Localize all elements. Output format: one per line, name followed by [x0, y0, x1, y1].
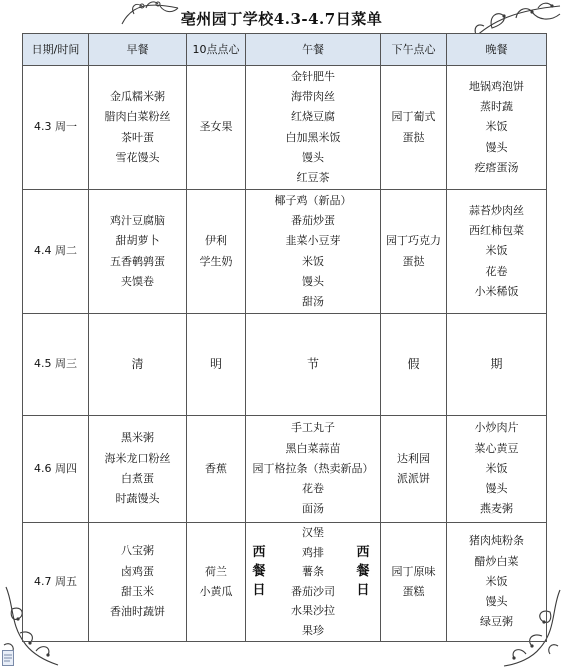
holiday-cell: 期	[447, 314, 547, 416]
menu-item: 地锅鸡泡饼	[469, 79, 524, 93]
column-header: 晚餐	[447, 34, 547, 66]
table-row	[23, 523, 547, 642]
holiday-cell: 明	[187, 314, 246, 416]
menu-item: 花卷	[302, 482, 324, 496]
menu-item: 米饭	[485, 574, 508, 588]
menu-item: 手工丸子	[291, 421, 335, 435]
menu-item: 甜胡萝卜	[115, 234, 160, 248]
menu-item: 菜心黄豆	[474, 441, 519, 455]
menu-item: 小米稀饭	[474, 284, 519, 298]
breakfast-cell	[89, 66, 187, 190]
menu-item: 荷兰	[205, 564, 227, 578]
snack10-cell	[187, 190, 246, 314]
menu-item: 番茄炒蛋	[291, 213, 335, 227]
menu-item: 米饭	[485, 120, 508, 134]
menu-item: 蛋挞	[402, 254, 425, 268]
menu-item: 鸡汁豆腐脑	[110, 213, 165, 227]
dinner-cell	[447, 523, 547, 642]
menu-item: 小炒肉片	[474, 421, 519, 435]
menu-item: 馒头	[302, 150, 324, 164]
snack10-cell	[187, 523, 246, 642]
table-row	[23, 314, 547, 416]
menu-item: 五香鹌鹑蛋	[110, 254, 165, 268]
menu-item: 红豆茶	[296, 171, 330, 185]
dinner-cell	[447, 416, 547, 523]
table-row	[23, 66, 547, 190]
menu-item: 面汤	[302, 502, 324, 516]
column-header: 日期/时间	[23, 34, 89, 66]
lunch-cell	[246, 416, 381, 523]
table-header-row	[23, 34, 547, 66]
menu-item: 疙瘩蛋汤	[474, 160, 519, 174]
menu-item: 绿豆粥	[480, 615, 513, 629]
menu-item: 蒸时蔬	[480, 100, 513, 114]
table-row	[23, 190, 547, 314]
western-day-char: 日	[252, 583, 266, 598]
dinner-cell	[447, 66, 547, 190]
page-title: 亳州园丁学校4.3-4.7日菜单	[180, 10, 383, 28]
menu-item: 馒头	[302, 274, 324, 288]
menu-item: 园丁巧克力	[386, 234, 441, 248]
western-day-char: 餐	[356, 564, 370, 579]
menu-item: 水果沙拉	[291, 604, 335, 618]
column-header: 下午点心	[381, 34, 447, 66]
menu-item: 番茄沙司	[291, 584, 335, 598]
western-day-label-right	[355, 543, 371, 600]
lunch-cell	[246, 523, 381, 642]
table-row	[23, 416, 547, 523]
menu-item: 花卷	[485, 264, 508, 278]
holiday-cell: 假	[381, 314, 447, 416]
menu-item: 园丁格拉条（热卖新品）	[252, 461, 374, 475]
date-cell: 4.3 周一	[23, 66, 89, 190]
date-cell: 4.5 周三	[23, 314, 89, 416]
dinner-cell	[447, 190, 547, 314]
menu-item: 达利园	[397, 451, 430, 465]
column-header: 10点点心	[187, 34, 246, 66]
menu-item: 猪肉炖粉条	[469, 534, 524, 548]
menu-item: 派派饼	[397, 472, 430, 485]
breakfast-cell	[89, 523, 187, 642]
menu-item: 醋炒白菜	[474, 554, 519, 568]
menu-item: 小黄瓜	[199, 585, 233, 598]
breakfast-cell	[89, 190, 187, 314]
date-cell: 4.6 周四	[23, 416, 89, 523]
menu-item: 金针肥牛	[291, 69, 335, 83]
menu-item: 金瓜糯米粥	[110, 89, 165, 103]
pm-snack-cell	[381, 190, 447, 314]
pm-snack-cell	[381, 523, 447, 642]
menu-item: 伊利	[205, 234, 227, 248]
date-cell: 4.4 周二	[23, 190, 89, 314]
menu-item: 圣女果	[199, 120, 233, 134]
column-header: 早餐	[89, 34, 187, 66]
western-day-char: 西	[252, 545, 266, 560]
menu-item: 米饭	[302, 254, 324, 268]
menu-item: 雪花馒头	[115, 150, 160, 164]
menu-item: 汉堡	[302, 526, 324, 539]
menu-item: 白加黑米饭	[285, 130, 341, 144]
snack10-cell	[187, 66, 246, 190]
western-day-char: 餐	[252, 564, 266, 579]
menu-item: 馒头	[485, 482, 508, 496]
column-header: 午餐	[246, 34, 381, 66]
pm-snack-cell	[381, 416, 447, 523]
menu-item: 果珍	[302, 623, 324, 637]
menu-item: 西红柿包菜	[469, 224, 524, 238]
lunch-cell	[246, 190, 381, 314]
menu-item: 夹馍卷	[121, 274, 154, 288]
western-day-char: 日	[356, 583, 370, 598]
menu-item: 黑白菜蒜苗	[285, 441, 341, 455]
breakfast-cell	[89, 416, 187, 523]
menu-item: 蛋挞	[402, 130, 425, 144]
menu-item: 黑米粥	[121, 431, 154, 445]
holiday-cell: 节	[246, 314, 381, 416]
menu-item: 甜汤	[302, 295, 324, 309]
menu-item: 八宝粥	[121, 544, 154, 558]
date-cell: 4.7 周五	[23, 523, 89, 642]
menu-item: 米饭	[485, 244, 508, 258]
menu-item: 腊肉白菜粉丝	[104, 110, 171, 124]
menu-item: 韭菜小豆芽	[285, 234, 341, 248]
menu-item: 蛋糕	[402, 585, 425, 598]
menu-item: 园丁葡式	[391, 110, 436, 124]
menu-item: 米饭	[485, 461, 508, 475]
menu-item: 香蕉	[205, 461, 227, 475]
menu-item: 馒头	[485, 595, 508, 609]
western-day-char: 西	[356, 545, 370, 560]
menu-table	[22, 33, 547, 642]
holiday-cell: 清	[89, 314, 187, 416]
menu-item: 园丁原味	[391, 564, 436, 578]
menu-item: 鸡排	[302, 545, 324, 559]
document-footer-icon	[2, 650, 14, 666]
menu-item: 薯条	[302, 565, 324, 579]
menu-item: 卤鸡蛋	[121, 564, 154, 578]
snack10-cell	[187, 416, 246, 523]
menu-item: 香油时蔬饼	[110, 605, 165, 619]
menu-item: 学生奶	[199, 254, 233, 268]
menu-item: 燕麦粥	[480, 502, 513, 516]
menu-item: 时蔬馒头	[115, 492, 160, 506]
menu-item: 白煮蛋	[121, 472, 154, 485]
menu-item: 蒜苔炒肉丝	[469, 203, 524, 217]
menu-item: 海带肉丝	[291, 89, 335, 103]
pm-snack-cell	[381, 66, 447, 190]
lunch-cell	[246, 66, 381, 190]
menu-item: 甜玉米	[121, 585, 154, 598]
menu-item: 馒头	[485, 140, 508, 154]
menu-item: 红烧豆腐	[291, 110, 335, 124]
menu-item: 椰子鸡（新品）	[274, 193, 352, 207]
menu-item: 茶叶蛋	[121, 130, 154, 144]
menu-item: 海米龙口粉丝	[104, 451, 171, 465]
